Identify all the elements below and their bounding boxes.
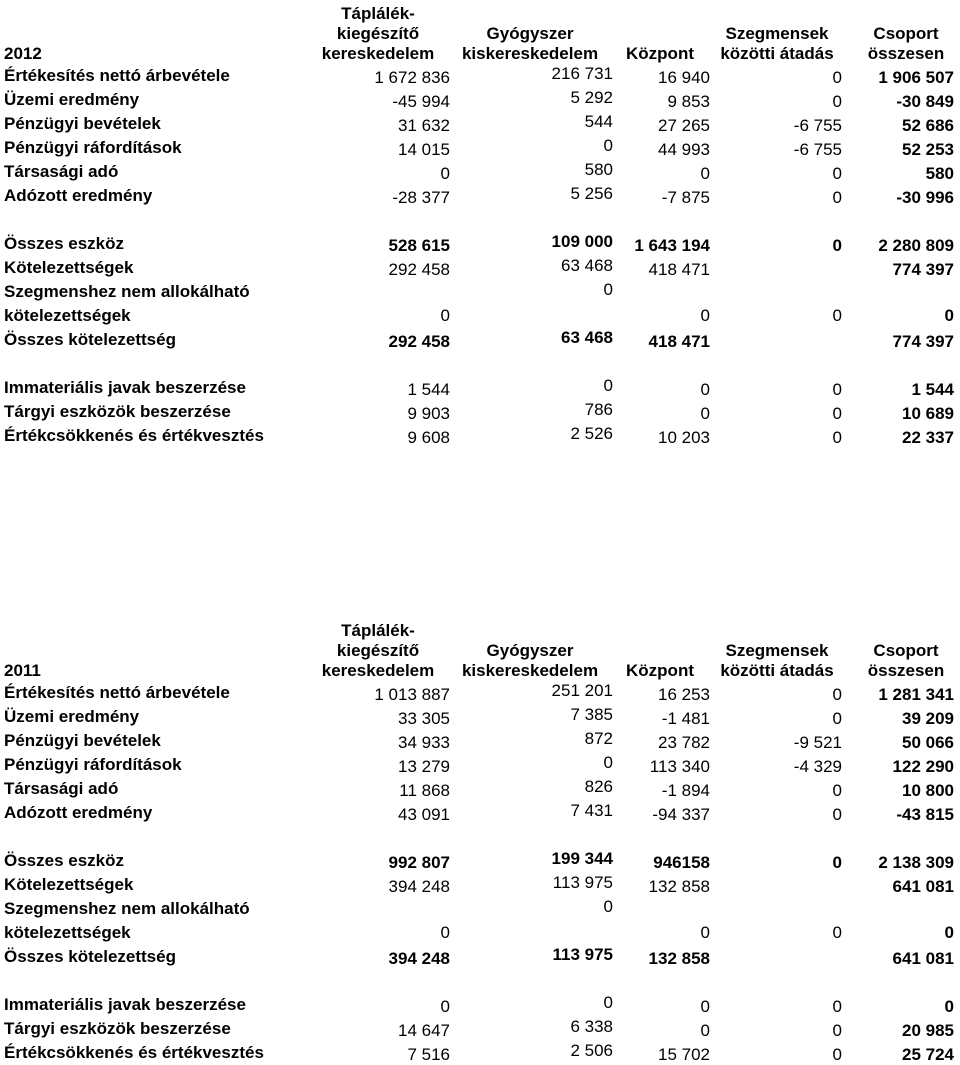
table-cell: -45 994 (392, 92, 450, 111)
group-spacer (0, 208, 960, 232)
table-row (0, 1041, 960, 1065)
table-cell: 63 468 (561, 256, 613, 275)
table-cell: -6 755 (793, 140, 842, 159)
table-cell: 0 (832, 380, 842, 399)
table-cell: 50 066 (902, 733, 954, 752)
row-label: Üzemi eredmény (4, 90, 140, 109)
table-cell: 10 203 (658, 428, 710, 447)
column-header: Táplálék- kiegészítő kereskedelem (321, 621, 435, 680)
table-row (0, 376, 960, 400)
table-cell: 0 (832, 1045, 842, 1064)
table-cell: 1 906 507 (878, 68, 954, 87)
table-cell: 0 (944, 923, 954, 942)
table-cell: 52 686 (902, 116, 954, 135)
table-cell: 0 (832, 236, 842, 255)
table-row (0, 112, 960, 136)
table-cell: 0 (832, 923, 842, 942)
row-label: Értékcsökkenés és értékvesztés (4, 1043, 264, 1062)
table-cell: -7 875 (661, 188, 710, 207)
table-cell: 113 975 (552, 945, 613, 964)
table-cell: -94 337 (652, 805, 710, 824)
table-row (0, 328, 960, 352)
table-cell: 14 015 (398, 140, 450, 159)
table-cell: 20 985 (902, 1021, 954, 1040)
segment-table-2011 (0, 617, 960, 1065)
table-cell: 216 731 (551, 64, 613, 83)
column-header: Táplálék- kiegészítő kereskedelem (321, 4, 435, 63)
table-cell: 10 689 (902, 404, 954, 423)
table-cell: -4 329 (793, 757, 842, 776)
table-cell: 2 506 (570, 1041, 613, 1060)
table-row (0, 160, 960, 184)
table-cell: 0 (700, 1021, 710, 1040)
column-header: Gyógyszer kiskereskedelem (461, 24, 599, 63)
column-header: Gyógyszer kiskereskedelem (461, 641, 599, 680)
table-cell: 15 702 (658, 1045, 710, 1064)
table-cell: 0 (603, 280, 613, 299)
table-cell: 43 091 (398, 805, 450, 824)
table-cell: 0 (832, 805, 842, 824)
table-cell: 0 (832, 1021, 842, 1040)
table-cell: 0 (944, 306, 954, 325)
table-cell: 0 (832, 404, 842, 423)
table-cell: 1 544 (911, 380, 954, 399)
group-spacer (0, 825, 960, 849)
table-cell: 774 397 (892, 260, 954, 279)
table-header (0, 617, 960, 681)
table-cell: 0 (700, 164, 710, 183)
table-cell: 292 458 (388, 332, 450, 351)
row-label: Összes kötelezettség (4, 330, 176, 349)
table-row (0, 256, 960, 280)
table-cell: 16 940 (658, 68, 710, 87)
table-cell: 0 (944, 997, 954, 1016)
table-cell: 872 (584, 729, 613, 748)
table-cell: 528 615 (388, 236, 450, 255)
table-cell: 34 933 (398, 733, 450, 752)
table-cell: 0 (832, 68, 842, 87)
table-cell: 25 724 (902, 1045, 954, 1064)
row-label: Értékesítés nettó árbevétele (4, 66, 230, 85)
row-label: Adózott eredmény (4, 803, 153, 822)
table-cell: 1 672 836 (374, 68, 450, 87)
table-cell: 0 (700, 404, 710, 423)
table-cell: -30 996 (896, 188, 954, 207)
column-header: Központ (626, 44, 694, 63)
table-cell: 0 (832, 92, 842, 111)
table-row (0, 64, 960, 88)
table-cell: 0 (603, 897, 613, 916)
table-cell: -1 894 (661, 781, 710, 800)
table-cell: 0 (603, 753, 613, 772)
table-cell: 2 526 (570, 424, 613, 443)
table-cell: 14 647 (398, 1021, 450, 1040)
table-cell: 199 344 (551, 849, 613, 868)
table-cell: 11 868 (399, 781, 450, 800)
row-label: Immateriális javak beszerzése (4, 995, 246, 1014)
table-cell: 13 279 (398, 757, 450, 776)
table-row (0, 801, 960, 825)
group-spacer (0, 969, 960, 993)
table-cell: 0 (700, 380, 710, 399)
table-cell: 7 385 (570, 705, 613, 724)
table-cell: 9 903 (407, 404, 450, 423)
table-cell: 109 000 (551, 232, 613, 251)
row-label: Összes kötelezettség (4, 947, 176, 966)
table-cell: 5 292 (570, 88, 613, 107)
table-row (0, 993, 960, 1017)
table-cell: -6 755 (793, 116, 842, 135)
table-cell: 27 265 (658, 116, 710, 135)
table-cell: 641 081 (892, 949, 954, 968)
table-year: 2011 (4, 661, 41, 680)
table-cell: 52 253 (902, 140, 954, 159)
table-cell: 1 544 (407, 380, 450, 399)
table-cell: 9 853 (667, 92, 710, 111)
row-label: Adózott eredmény (4, 186, 153, 205)
table-row (0, 849, 960, 873)
table-cell: 418 471 (648, 332, 710, 351)
row-label: Értékcsökkenés és értékvesztés (4, 426, 264, 445)
table-cell: 418 471 (648, 260, 710, 279)
table-cell: 0 (832, 428, 842, 447)
table-row (0, 424, 960, 448)
table-row (0, 184, 960, 208)
row-label: Pénzügyi bevételek (4, 731, 161, 750)
table-cell: 0 (832, 853, 842, 872)
table-cell: 7 516 (407, 1045, 450, 1064)
table-cell: 132 858 (648, 949, 710, 968)
table-cell: -43 815 (896, 805, 954, 824)
table-cell: 394 248 (388, 949, 450, 968)
table-cell: 0 (700, 923, 710, 942)
row-label: Értékesítés nettó árbevétele (4, 683, 230, 702)
row-label: Pénzügyi ráfordítások (4, 138, 182, 157)
table-cell: 39 209 (902, 709, 954, 728)
table-cell: 0 (832, 306, 842, 325)
table-row (0, 1017, 960, 1041)
row-label: Kötelezettségek (4, 258, 134, 277)
table-cell: 826 (584, 777, 613, 796)
table-cell: 9 608 (407, 428, 450, 447)
table-cell: 132 858 (648, 877, 710, 896)
table-cell: 786 (584, 400, 613, 419)
row-label: Pénzügyi ráfordítások (4, 755, 182, 774)
table-cell: 0 (832, 685, 842, 704)
row-label: Összes eszköz (4, 851, 125, 870)
row-label: Pénzügyi bevételek (4, 114, 161, 133)
row-label: Összes eszköz (4, 234, 125, 253)
row-label: Immateriális javak beszerzése (4, 378, 246, 397)
table-cell: 122 290 (892, 757, 954, 776)
table-cell: 946158 (653, 853, 710, 872)
table-cell: 0 (832, 188, 842, 207)
table-cell: 2 138 309 (878, 853, 954, 872)
column-header: Szegmensek közötti átadás (720, 641, 834, 680)
row-label: Kötelezettségek (4, 875, 134, 894)
table-cell: 0 (700, 997, 710, 1016)
table-cell: 0 (440, 164, 450, 183)
table-cell: 63 468 (561, 328, 613, 347)
table-cell: 6 338 (570, 1017, 613, 1036)
table-cell: 7 431 (570, 801, 613, 820)
table-cell: 544 (584, 112, 613, 131)
table-cell: 1 013 887 (374, 685, 450, 704)
table-cell: 0 (700, 306, 710, 325)
table-header (0, 0, 960, 64)
table-cell: 580 (925, 164, 954, 183)
table-row (0, 945, 960, 969)
table-row (0, 88, 960, 112)
table-row (0, 753, 960, 777)
table-cell: 2 280 809 (878, 236, 954, 255)
segment-table-2012 (0, 0, 960, 448)
table-year: 2012 (4, 44, 42, 63)
table-cell: 31 632 (398, 116, 450, 135)
table-cell: 10 800 (902, 781, 954, 800)
column-header: Szegmensek közötti átadás (720, 24, 834, 63)
table-row (0, 897, 960, 945)
table-row (0, 705, 960, 729)
table-cell: -1 481 (661, 709, 710, 728)
table-cell: -28 377 (392, 188, 450, 207)
table-cell: 33 305 (398, 709, 450, 728)
row-label: Társasági adó (4, 162, 119, 181)
table-row (0, 681, 960, 705)
table-cell: 251 201 (551, 681, 613, 700)
table-row (0, 280, 960, 328)
table-cell: 22 337 (902, 428, 954, 447)
table-row (0, 873, 960, 897)
table-cell: 0 (603, 376, 613, 395)
table-cell: 0 (440, 923, 450, 942)
table-cell: 580 (584, 160, 613, 179)
column-header: Csoport összesen (867, 24, 945, 63)
table-cell: 44 993 (658, 140, 710, 159)
table-cell: 0 (440, 997, 450, 1016)
table-cell: 292 458 (388, 260, 450, 279)
table-cell: 774 397 (892, 332, 954, 351)
table-cell: 0 (832, 709, 842, 728)
table-cell: 0 (603, 993, 613, 1012)
table-cell: 394 248 (388, 877, 450, 896)
table-cell: 16 253 (658, 685, 710, 704)
column-header: Központ (626, 661, 694, 680)
column-header: Csoport összesen (867, 641, 945, 680)
table-row (0, 136, 960, 160)
row-label: Szegmenshez nem allokálható kötelezettségek (4, 899, 250, 942)
row-label: Szegmenshez nem allokálható kötelezettségek (4, 282, 250, 325)
table-row (0, 729, 960, 753)
table-cell: 0 (440, 306, 450, 325)
table-cell: -30 849 (896, 92, 954, 111)
table-cell: -9 521 (793, 733, 842, 752)
table-cell: 1 643 194 (634, 236, 710, 255)
row-label: Tárgyi eszközök beszerzése (4, 402, 231, 421)
table-row (0, 777, 960, 801)
table-cell: 0 (832, 997, 842, 1016)
table-cell: 641 081 (892, 877, 954, 896)
table-cell: 5 256 (570, 184, 613, 203)
row-label: Tárgyi eszközök beszerzése (4, 1019, 231, 1038)
row-label: Társasági adó (4, 779, 119, 798)
table-cell: 23 782 (658, 733, 710, 752)
table-cell: 0 (832, 781, 842, 800)
table-row (0, 232, 960, 256)
table-cell: 0 (832, 164, 842, 183)
table-row (0, 400, 960, 424)
table-cell: 992 807 (388, 853, 450, 872)
table-cell: 1 281 341 (878, 685, 954, 704)
table-cell: 113 340 (649, 757, 710, 776)
group-spacer (0, 352, 960, 376)
table-cell: 113 975 (552, 873, 613, 892)
table-cell: 0 (603, 136, 613, 155)
row-label: Üzemi eredmény (4, 707, 140, 726)
